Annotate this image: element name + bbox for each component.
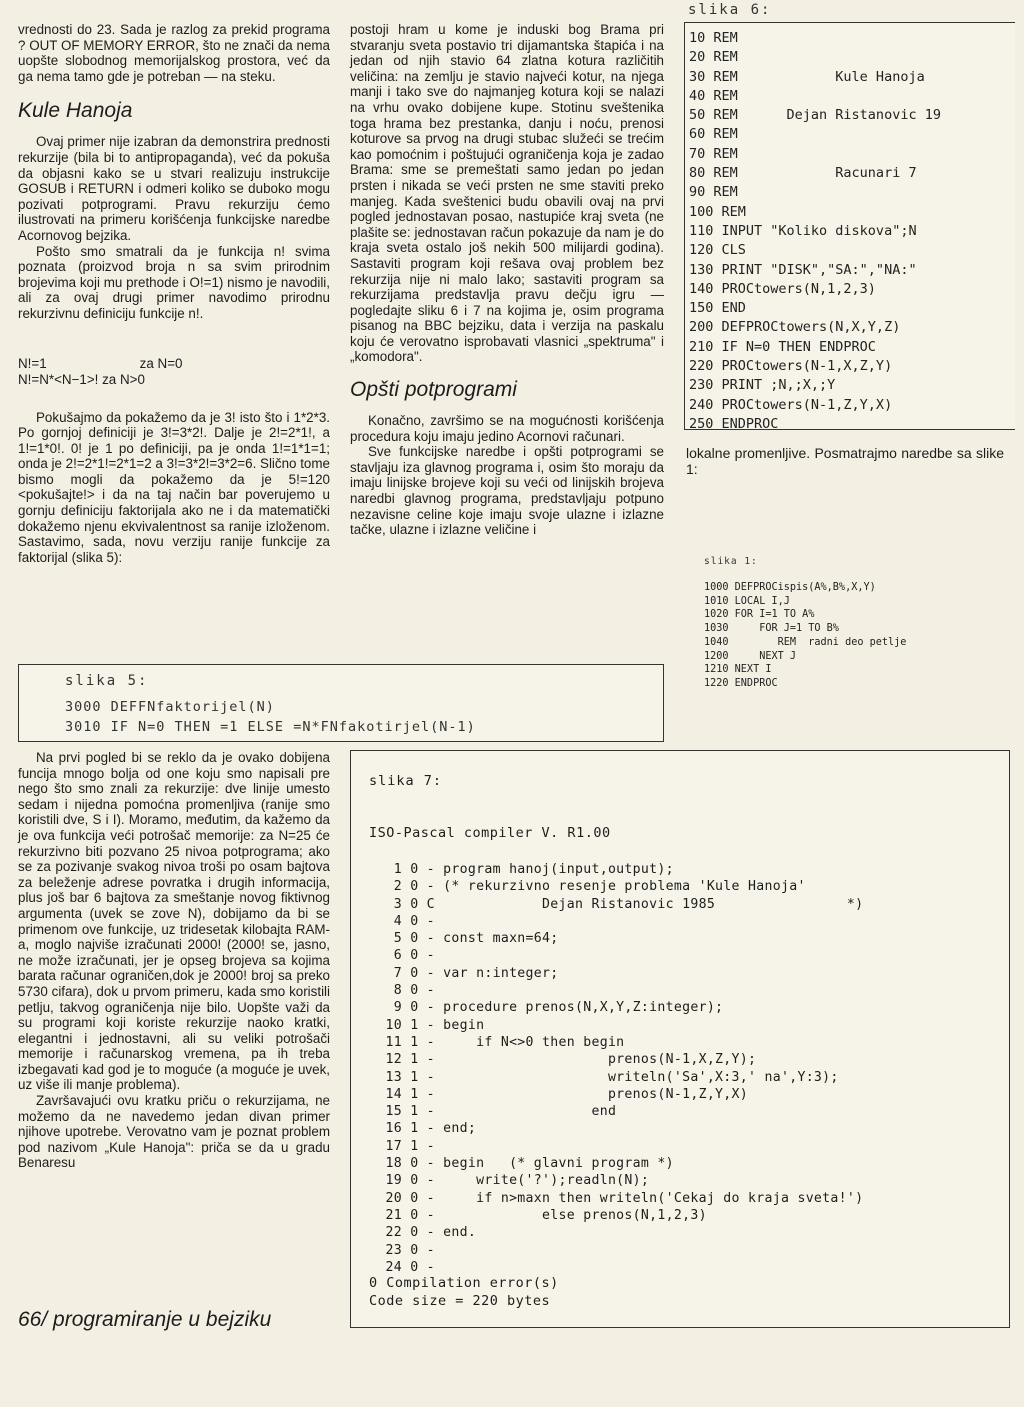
figure-caption-slika-1: slika 1: xyxy=(704,556,758,567)
section-heading-opsti-potprogrami: Opšti potprogrami xyxy=(350,378,517,402)
code-line: 5 0 - const maxn=64; xyxy=(369,931,559,947)
figure-caption-slika-7: slika 7: xyxy=(369,773,443,789)
code-line: 120 CLS xyxy=(689,242,746,259)
code-line: 9 0 - procedure prenos(N,X,Y,Z:integer); xyxy=(369,1000,724,1016)
paragraph: postoji hram u kome je induski bog Brama pri stvaranju sveta postavio tri dijamantska štapića i na jedan od njih stavio 64 zlatna kotura različitih veličina: na zemlju je stavio najveći kotur, na njega manji i tako sve do najmanjeg kotura koji se nalazi na vrhu ovako dobijene kupe. Stotinu sveštenika toga hrama bez prestanka, danju i noću, prenosi koturove sa prvog na drugi stubac služeći se trećim kao pomoćnim i poštujući ograničenja koja je zadao Brama: sme se premeštati samo jedan po jedan prsten i nikada se veći prsten ne sme staviti preko manjeg. Kada sveštenici budu obavili ovaj na prvi pogled jednostavan posao, nastupiće kraj sveta (ne plašite se: jednostavan račun pokazuje da nam je do kraja sveta ostalo još nekih 500 milijardi godina). Sastaviti program koji rešava ovaj problem bez rekurzija nije ni malo lako; sastaviti program sa rekurzijama predstavlja pravu dečju igru — pogledajte sliku 6 i 7 na kojima je, osim programa pisanog na BBC bejziku, data i verzija na paskalu koju će verovatno isprobavati vlasnici „spektruma" i „komodora". xyxy=(350,22,664,365)
code-line: 20 0 - if n>maxn then writeln('Cekaj do kraja sveta!') xyxy=(369,1190,864,1206)
paragraph: Pokušajmo da pokažemo da je 3! isto što i 1*2*3. Po gornjoj definiciji je 3!=3*2!. Dalje je 2!=2*1!, a 1!=1*0!. 0! je 1 po definiciji, pa je onda 1!=1*1=1; onda je 2!=2*1!=2*1=2 a 3!=3*2!=3*2=6. Slično tome bismo mogli da pokažemo da je 5!=120 <pokušajte!> i da na taj način bar poverujemo u gornju definiciju faktorijala ako ne i da matematički dokažemo njenu ekvivalentnost sa ranije izloženom. Sastavimo, sada, novu verziju ranije funkcije za faktorijal (slika 5): xyxy=(18,409,330,565)
text-column-2 xyxy=(350,22,664,538)
code-line: 10 REM xyxy=(689,30,738,46)
paragraph: Na prvi pogled bi se reklo da je ovako dobijena funcija mnogo bolja od one koju smo napisali pre nego što smo znali za rekurzije: dve linije umesto sedam i nijedna pomoćna promenljiva (ranije smo koristili dve, S i I). Moramo, međutim, da kažemo da je ova funkcija veći potrošač memorije: za N=25 će rekurzivno biti pozvano 25 nivoa potprograma; ako se za pozivanje svakog nivoa troši po osam bajtova za beleženje adrese povratka i drugih informacija, plus još bar 6 bajtova za smeštanje novog fiktivnog argumenta (uvek se zove N), dobijamo da bi se primenom ove funkcije, uz tridesetak kilobajta RAM-a, moglo najviše izračunati 2000! (2000! se, jasno, ne može izračunati, jer je opseg brojeva sa kojima barata računar ograničen,dok je 2000! broj sa preko 5730 cifara), dok u prvom primeru, kada smo koristili petlju, takvog ograničenja nije bilo. Uopšte važi da su programi koji koriste rekurzije naoko kratki, elegantni i jednostavni, ali su veliki potrošači memorije i računarskog vremena, pa ih treba izbegavati kad god je to moguće (a moguće je uvek, uz više ili manje problema). xyxy=(18,750,330,1093)
code-line: 210 IF N=0 THEN ENDPROC xyxy=(689,338,876,355)
code-line: 24 0 - xyxy=(369,1259,435,1275)
code-line: 230 PRINT ;N,;X,;Y xyxy=(689,377,836,394)
code-line: 240 PROCtowers(N-1,Z,Y,X) xyxy=(689,396,893,413)
code-line: 140 PROCtowers(N,1,2,3) xyxy=(689,280,876,297)
code-line: 50 REM Dejan Ristanovic 19 xyxy=(689,107,941,124)
code-line: 150 END xyxy=(689,300,746,317)
paragraph: Pošto smo smatrali da je funkcija n! svima poznata (proizvod broja n sa svim prirodnim brojevima koji mu prethode i O!=1) nismo je navodili, ali za ovaj drugi primer navodimo prirodnu rekurzivnu definiciju funkcije n!. xyxy=(18,243,330,321)
code-line: 16 1 - end; xyxy=(369,1121,477,1137)
code-line: 110 INPUT "Koliko diskova";N xyxy=(689,222,917,239)
code-line: 3000 DEFFNfaktorijel(N) xyxy=(65,699,275,715)
paragraph: vrednosti do 23. Sada je razlog za prekid programa ? OUT OF MEMORY ERROR, što ne znači da nema uopšte slobodnog memorijalskog prostora, već da ga nema tamo gde je potreban — na steku. xyxy=(18,22,330,84)
code-line: 1020 FOR I=1 TO A% xyxy=(704,609,815,621)
paragraph: Sve funkcijske naredbe i opšti potprogrami se stavljaju iza glavnog programa i, osim što moraju da imaju linijske brojeve koji su veći od linijskih brojeva naredbi glavnog programa, predstavljaju potpuno nezavisne celine koje imaju svoje ulazne i izlazne tačke, ulazne i izlazne veličine i xyxy=(350,444,664,538)
code-line: 22 0 - end. xyxy=(369,1225,477,1241)
text-column-4 xyxy=(18,750,330,1171)
code-line: 1220 ENDPROC xyxy=(704,677,778,689)
code-size: Code size = 220 bytes xyxy=(369,1293,551,1309)
code-line: 13 1 - writeln('Sa',X:3,' na',Y:3); xyxy=(369,1069,839,1085)
code-line: 100 REM xyxy=(689,203,746,220)
code-line: 1 0 - program hanoj(input,output); xyxy=(369,862,674,877)
code-line: 250 ENDPROC xyxy=(689,415,779,430)
compile-result: 0 Compilation error(s) xyxy=(369,1275,559,1291)
code-line: 2 0 - (* rekurzivno resenje problema 'Kule Hanoja' xyxy=(369,879,806,895)
code-line: 70 REM xyxy=(689,145,738,162)
code-line: 200 DEFPROCtowers(N,X,Y,Z) xyxy=(689,319,901,336)
code-line: 14 1 - prenos(N-1,Z,Y,X) xyxy=(369,1086,749,1102)
code-line: 220 PROCtowers(N-1,X,Z,Y) xyxy=(689,358,893,375)
code-line: 8 0 - xyxy=(369,983,435,999)
code-listing-slika-7 xyxy=(350,750,1010,1328)
code-line: 60 REM xyxy=(689,126,738,143)
code-listing-slika-5 xyxy=(18,664,664,742)
code-line: 80 REM Racunari 7 xyxy=(689,165,917,182)
code-line: 40 REM xyxy=(689,87,738,104)
compiler-header: ISO-Pascal compiler V. R1.00 xyxy=(369,825,611,841)
code-line: 6 0 - xyxy=(369,948,435,964)
code-listing-slika-6 xyxy=(684,22,1015,430)
code-line: 3 0 C Dejan Ristanovic 1985 *) xyxy=(369,896,864,912)
paragraph: lokalne promenljive. Posmatrajmo naredbe sa slike 1: xyxy=(686,445,1004,477)
code-line: 1000 DEFPROCispis(A%,B%,X,Y) xyxy=(704,582,876,593)
code-line: 18 0 - begin (* glavni program *) xyxy=(369,1156,674,1172)
text-column-1 xyxy=(18,22,330,565)
section-heading-kule-hanoja: Kule Hanoja xyxy=(18,99,133,123)
code-line: 19 0 - write('?');readln(N); xyxy=(369,1173,650,1189)
code-line: 10 1 - begin xyxy=(369,1017,485,1033)
code-line: 130 PRINT "DISK","SA:","NA:" xyxy=(689,261,917,278)
code-line: 1010 LOCAL I,J xyxy=(704,595,790,607)
code-line: 23 0 - xyxy=(369,1242,435,1258)
code-line: 4 0 - xyxy=(369,913,435,929)
figure-caption-slika-6: slika 6: xyxy=(688,2,772,18)
code-line: 20 REM xyxy=(689,49,738,66)
figure-caption-slika-5: slika 5: xyxy=(65,673,149,689)
factorial-definition xyxy=(18,356,330,388)
paragraph: Konačno, završimo se na mogućnosti korišćenja procedura koju imaju jedino Acornovi računari. xyxy=(350,413,664,444)
formula-line: N!=N*<N−1>! za N>0 xyxy=(18,371,145,387)
code-line: 1210 NEXT I xyxy=(704,664,772,676)
code-line: 17 1 - xyxy=(369,1138,435,1154)
code-listing-slika-1 xyxy=(704,556,1004,691)
code-line: 11 1 - if N<>0 then begin xyxy=(369,1034,625,1050)
code-line: 1040 REM radni deo petlje xyxy=(704,636,907,648)
paragraph: Ovaj primer nije izabran da demonstrira prednosti rekurzije (bila bi to antipropaganda), već da pokuša da objasni kako se u stvari realizuju instrukcije GOSUB i RETURN i odmeri koliko se duboko mogu pozivati potprogrami. Pravu rekurziju ćemo ilustrovati na primeru korišćenja funkcijske naredbe Acornovog bejzika. xyxy=(18,134,330,243)
code-line: 7 0 - var n:integer; xyxy=(369,965,559,981)
paragraph: Završavajući ovu kratku priču o rekurzijama, ne možemo da ne navedemo jedan divan primer njihove upotrebe. Verovatno vam je poznat problem pod nazivom „Kule Hanoja": priča se da u gradu Benaresu xyxy=(18,1093,330,1171)
code-line: 12 1 - prenos(N-1,X,Z,Y); xyxy=(369,1052,757,1068)
code-line: 15 1 - end xyxy=(369,1104,617,1120)
code-line: 90 REM xyxy=(689,184,738,201)
text-column-3 xyxy=(686,446,1004,477)
code-line: 21 0 - else prenos(N,1,2,3) xyxy=(369,1207,707,1223)
formula-line: N!=1 za N=0 xyxy=(18,355,183,371)
code-line: 3010 IF N=0 THEN =1 ELSE =N*FNfakotirjel(N-1) xyxy=(65,719,476,735)
code-line: 1200 NEXT J xyxy=(704,650,797,662)
code-line: 30 REM Kule Hanoja xyxy=(689,68,925,85)
page-footer: 66/ programiranje u bejziku xyxy=(18,1308,272,1331)
code-line: 1030 FOR J=1 TO B% xyxy=(704,623,839,635)
